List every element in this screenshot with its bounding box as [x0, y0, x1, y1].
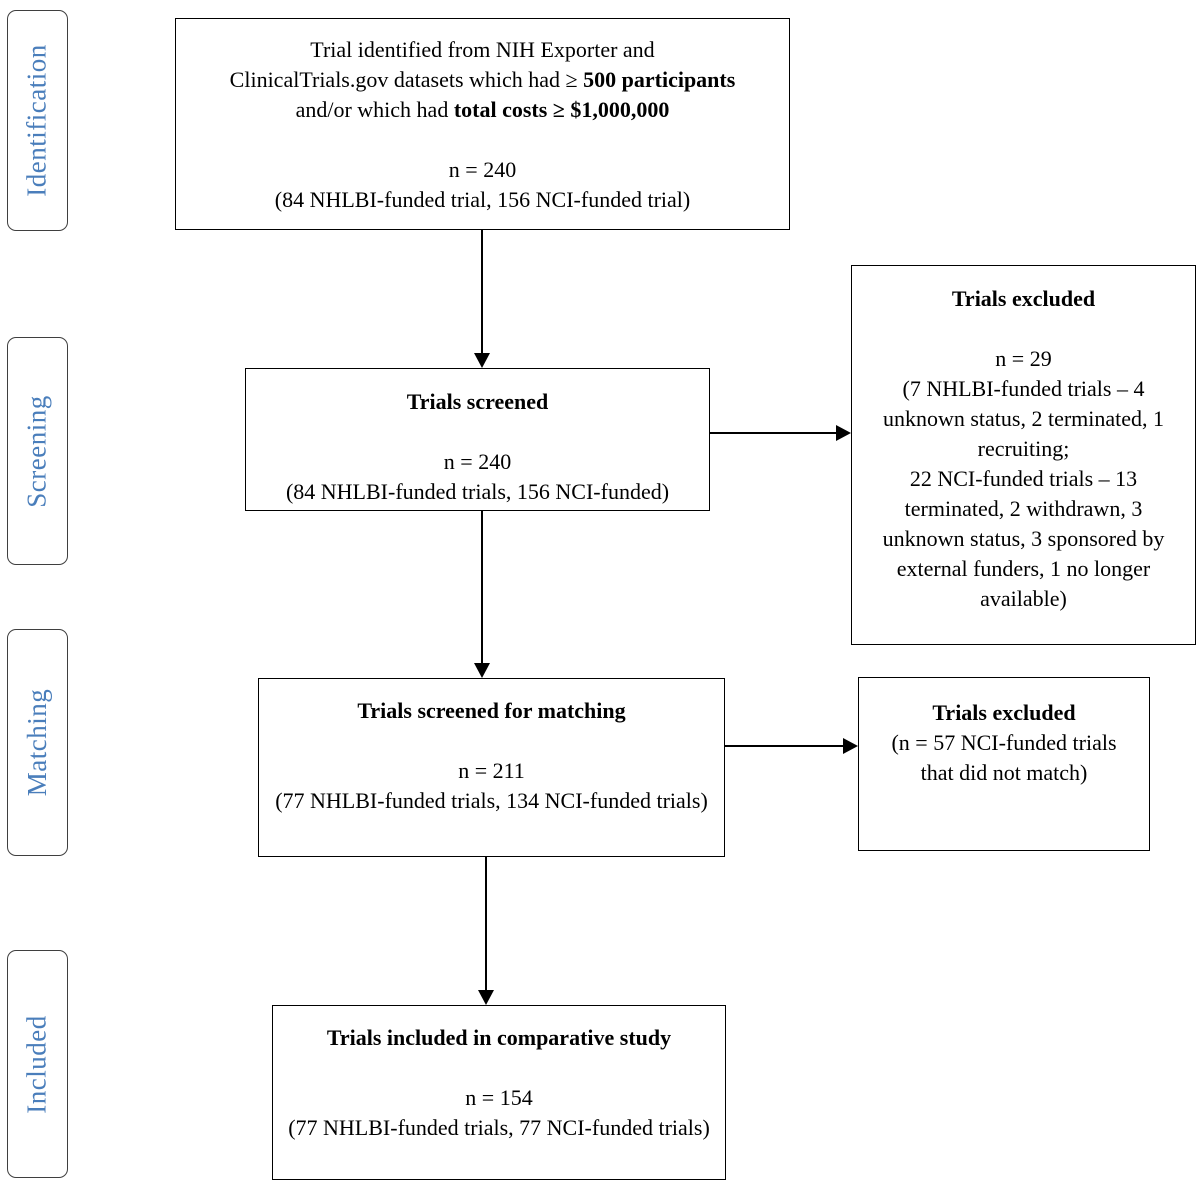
- box-identified-line3-normal: and/or which had: [295, 97, 454, 122]
- stage-label-included-text: Included: [22, 1014, 52, 1114]
- box-identified-line1-text: Trial identified from NIH Exporter and: [310, 37, 655, 62]
- box-identified-line2-normal: ClinicalTrials.gov datasets which had ≥: [229, 67, 584, 92]
- spacer: [190, 125, 775, 155]
- stage-label-included: [7, 950, 68, 1178]
- spacer: [260, 417, 695, 447]
- box-matching: [258, 678, 725, 857]
- box-excluded-screening-title: Trials excluded: [951, 286, 1096, 311]
- stage-label-matching: [7, 629, 68, 856]
- arrowhead-right-icon: [843, 738, 858, 754]
- arrow-line: [481, 230, 483, 355]
- box-excluded-matching-detail: (n = 57 NCI-funded trials that did not match): [891, 730, 1117, 785]
- box-excluded-screening-count: n = 29: [995, 346, 1052, 371]
- box-matching-count: n = 211: [458, 758, 525, 783]
- box-matching-detail: (77 NHLBI-funded trials, 134 NCI-funded trials): [275, 788, 708, 813]
- box-screened-count: n = 240: [443, 449, 512, 474]
- box-excluded-screening-detail-1: (7 NHLBI-funded trials – 4 unknown status, 2 terminated, 1 recruiting;: [882, 376, 1165, 461]
- box-excluded-matching: [858, 677, 1150, 851]
- arrowhead-down-icon: [474, 353, 490, 368]
- box-matching-title: Trials screened for matching: [357, 698, 626, 723]
- stage-label-identification: [7, 10, 68, 231]
- stage-label-screening: [7, 337, 68, 565]
- box-excluded-screening-detail-2: 22 NCI-funded trials – 13 terminated, 2 withdrawn, 3 unknown status, 3 sponsored by external funders, 1 no longer available): [882, 466, 1165, 611]
- stage-label-identification-text: Identification: [22, 44, 53, 197]
- box-included-title: Trials included in comparative study: [326, 1025, 672, 1050]
- box-identified-line2-bold: 500 participants: [583, 67, 736, 92]
- stage-label-matching-text: Matching: [22, 688, 53, 797]
- spacer: [866, 314, 1181, 344]
- stage-label-screening-text: Screening: [22, 394, 52, 508]
- box-identified: [175, 18, 790, 230]
- arrow-line: [710, 432, 838, 434]
- box-identified-line3: [190, 95, 775, 125]
- arrowhead-right-icon: [836, 425, 851, 441]
- box-identified-line3-bold: total costs ≥ $1,000,000: [453, 97, 670, 122]
- spacer: [287, 1053, 711, 1083]
- arrow-line: [485, 857, 487, 992]
- box-identified-count: n = 240: [448, 157, 517, 182]
- arrow-line: [725, 745, 845, 747]
- arrowhead-down-icon: [474, 663, 490, 678]
- box-identified-line1: [190, 35, 775, 65]
- box-identified-line2: [190, 65, 775, 95]
- arrowhead-down-icon: [478, 990, 494, 1005]
- box-excluded-matching-title: Trials excluded: [932, 700, 1076, 725]
- box-screened-title: Trials screened: [406, 389, 549, 414]
- arrow-line: [481, 511, 483, 664]
- box-included: [272, 1005, 726, 1180]
- box-screened: [245, 368, 710, 511]
- box-screened-detail: (84 NHLBI-funded trials, 156 NCI-funded): [285, 479, 670, 504]
- box-excluded-screening: [851, 265, 1196, 645]
- box-included-count: n = 154: [465, 1085, 533, 1110]
- spacer: [273, 726, 710, 756]
- box-included-detail: (77 NHLBI-funded trials, 77 NCI-funded trials): [288, 1115, 710, 1140]
- box-identified-detail: (84 NHLBI-funded trial, 156 NCI-funded trial): [274, 187, 691, 212]
